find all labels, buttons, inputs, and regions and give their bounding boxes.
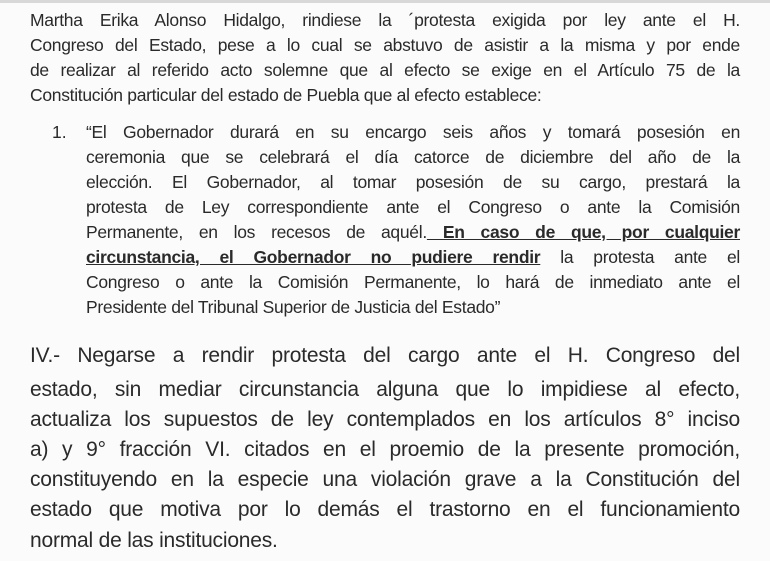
text-line: “El Gobernador durará en su encargo seis años y tomará posesión en — [86, 122, 740, 142]
text-line: estado, sin mediar circunstancia alguna que lo impidiese al efecto, — [30, 378, 740, 401]
text-line — [86, 245, 740, 269]
text-line: Constitución particular del estado de Puebla que al efecto establece: — [30, 85, 542, 105]
list-number: 1. — [52, 122, 67, 142]
text-line: a) y 9° fracción VI. citados en el proemio de la presente promoción, — [30, 438, 740, 461]
text-line: constituyendo en la especie una violación grave a la Constitución del — [30, 468, 740, 491]
text-line: de realizar al referido acto solemne que al efecto se exige en el Artículo 75 de la — [30, 60, 740, 80]
text-line: Presidente del Tribunal Superior de Justicia del Estado” — [86, 297, 501, 317]
text-line: Congreso del Estado, pese a lo cual se abstuvo de asistir a la misma y por ende — [30, 35, 740, 55]
text-line: Martha Erika Alonso Hidalgo, rindiese la ´protesta exigida por ley ante el H. — [30, 10, 740, 30]
text-line: protesta de Ley correspondiente ante el Congreso o ante la Comisión — [86, 197, 740, 217]
text-line: ceremonia que se celebrará el día catorce de diciembre del año de la — [86, 147, 740, 167]
emphasized-text: En caso de que, por cualquier — [426, 222, 741, 242]
text-line: estado que motiva por lo demás el trastorno en el funcionamiento — [30, 498, 740, 521]
plain-text: la protesta ante el — [540, 247, 741, 267]
text-line: elección. El Gobernador, al tomar posesión de su cargo, prestará la — [86, 172, 740, 192]
scan-top-edge — [0, 0, 770, 3]
plain-text: Permanente, en los recesos de aquél. — [86, 222, 427, 242]
emphasized-text: circunstancia, el Gobernador no pudiere rendir — [86, 247, 541, 267]
text-line: normal de las instituciones. — [30, 529, 278, 552]
text-line — [86, 220, 740, 244]
text-line: Congreso o ante la Comisión Permanente, lo hará de inmediato ante el — [86, 272, 740, 292]
text-line: actualiza los supuestos de ley contemplados en los artículos 8° inciso — [30, 408, 740, 431]
text-line: IV.- Negarse a rendir protesta del cargo ante el H. Congreso del — [30, 344, 740, 367]
